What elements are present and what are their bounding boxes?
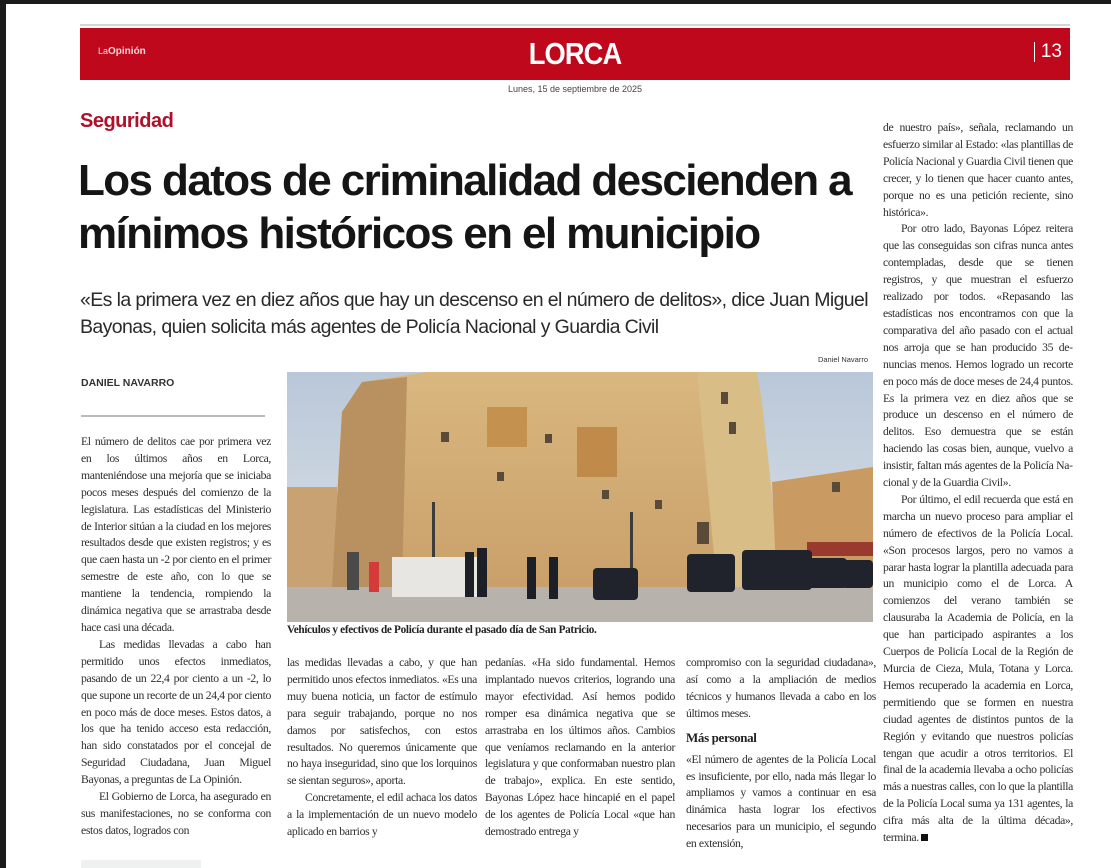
logo-prefix: La bbox=[98, 46, 109, 56]
page-number: 13 bbox=[1034, 42, 1062, 62]
left-building bbox=[287, 487, 337, 587]
publication-date: Lunes, 15 de septiembre de 2025 bbox=[507, 84, 643, 94]
subheading-mas-personal: Más personal bbox=[686, 729, 757, 745]
paragraph: Concretamente, el edil achaca los datos a la implementación de un nuevo modelo aplicado en barrios y bbox=[287, 791, 477, 839]
paragraph: compromiso con la seguridad ciudadana», así como a la ampliación de medios técnicos y humanos llevada a cabo en los últimos meses. bbox=[686, 656, 876, 720]
article-column-4 bbox=[686, 655, 876, 853]
church-buttress bbox=[487, 407, 527, 447]
red-flag bbox=[369, 562, 379, 592]
article-column-1 bbox=[81, 434, 271, 840]
logo-name: Opinión bbox=[108, 46, 146, 57]
article-photo bbox=[287, 372, 873, 622]
statue bbox=[347, 552, 359, 590]
paragraph: Las medidas llevadas a cabo han permitido unos efectos inmediatos, pasando de un 22,4 por ciento a un -2, lo que supone un recorte de un 24,4 por ciento en poco más de doce meses. Estos datos, a los que ha tenido acceso esta redacción, han sido constatados por el concejal de Seguridad Ciudadana, Juan Miguel Bayonas, a preguntas de La Opinión. bbox=[81, 637, 271, 787]
paragraph: Por otro lado, Bayonas López reitera que las conseguidas son cifras nunca antes contempladas, desde que se tienen registros, y que muestran el esfuerzo realizado por todos. «Repasando las estadísticas nos encontramos con que la comparativa del año pasado con el actual nos arroja que se han producido 35 denuncias menos. Hemos logrado un recorte en poco más de doce meses de 24,4 puntos. Es la primera vez en diez años que se produce un descenso en el número de delitos. Eso demuestra que se están haciendo las cosas bien, aunque, vuelvo a insistir, faltan más agentes de la Policía Nacional y de la Guardia Civil». bbox=[883, 222, 1073, 490]
section-banner bbox=[80, 28, 1070, 80]
article-column-5 bbox=[883, 120, 1073, 847]
article-byline: DANIEL NAVARRO bbox=[81, 377, 175, 389]
paragraph: «El número de agentes de la Policía Local es insuficiente, por ello, nada más llegar lo ampliamos y vamos a continuar en esa dinámica hasta lograr los efectivos necesarios para un municipio, el segundo en extensión, bbox=[686, 752, 876, 851]
next-article-fragment bbox=[81, 860, 201, 868]
article-headline: Los datos de criminalidad descienden a mínimos históricos en el municipio bbox=[78, 156, 851, 258]
byline-divider bbox=[81, 415, 265, 417]
article-kicker: Seguridad bbox=[80, 110, 174, 132]
top-rule bbox=[80, 24, 1070, 26]
article-column-2 bbox=[287, 655, 477, 841]
balcony-banner bbox=[807, 542, 873, 556]
photo-credit: Daniel Navarro bbox=[817, 355, 868, 364]
paragraph-text: Por último, el edil recuerda que está en marcha un nuevo proceso para ampliar el número de efectivos de la Policía Local. «Son procesos largos, pero no vamos a parar hasta lograr la plantilla adecuada para un municipio como el de Lorca. A comienzos del verano también se clausuraba la Academia de Policía, en la que han participado aspirantes a los Cuerpos de Policía Local de la Región de Murcia de Cieza, Mula, Totana y Lorca. Hemos recuperado la academia en Lorca, permitiendo que se formen en nuestra ciudad agentes de distintos puntos de la Región y evitando que nuestros policías tengan que acudir a otros territorios. El final de la academia llevaba a ocho policías más a nuestras calles, con lo que la plantilla de la Policía Local suma ya 131 agentes, la cifra más alta de la última década», termina. bbox=[883, 492, 1073, 845]
paragraph: El número de delitos cae por primera vez en los últimos años en Lorca, manteniéndose una mejoría que se iniciaba pocos meses después del comienzo de la legislatura. Las estadísticas del Ministerio de Interior sitúan a la ciudad en los mejores resultados desde que existen registros; y es que caen hasta un -2 por ciento en el primer semestre de este año, con lo que se mantiene la tendencia, rompiendo la dinámica negativa que se arrastraba desde hace casi una década. bbox=[81, 435, 271, 634]
church-photo-illustration bbox=[287, 372, 873, 622]
paragraph: de nuestro país», señala, reclamando un esfuerzo similar al Estado: «las plantillas de Policía Nacional y Guardia Civil tienen que crecer, y lo tienen que hacer cuanto antes, porque no es una petición reciente, sino histórica». bbox=[883, 121, 1073, 219]
church-buttress bbox=[577, 427, 617, 477]
newspaper-page bbox=[6, 4, 1111, 868]
article-subheadline: «Es la primera vez en diez años que hay un descenso en el número de delitos», dice Juan Miguel Bayonas, quien solicita más agentes de Policía Nacional y Guardia Civil bbox=[80, 289, 869, 338]
paragraph: pedanías. «Ha sido fundamental. Hemos implantado nuevos criterios, logrando una mayor efectividad. Así hemos podido romper esa dinámica negativa que se arrastraba en los últimos años. Cambios que veníamos reclamando en la anterior legislatura y que conformaban nuestro plan de trabajo», explica. En este sentido, Bayonas López hace hincapié en el papel de los agentes de Policía Local «que han demostrado entrega y bbox=[485, 656, 675, 839]
paragraph: El Gobierno de Lorca, ha asegurado en sus manifestaciones, no se conforma con estos datos, logrados con bbox=[81, 790, 271, 837]
paragraph-final bbox=[883, 492, 1073, 847]
paragraph: las medidas llevadas a cabo, y que han permitido unos efectos inmediatos. «Es una muy buena noticia, un factor de estímulo para seguir trabajando, porque no nos damos por satisfechos, con estos resultados. No queremos únicamente que no haya inseguridad, sino que los lorquinos se sientan seguros», aporta. bbox=[287, 656, 477, 788]
end-of-article-square-icon bbox=[921, 834, 928, 841]
section-title: LORCA bbox=[528, 36, 622, 71]
article-column-3 bbox=[485, 655, 675, 841]
plaza-ground bbox=[287, 587, 873, 622]
photo-caption: Vehículos y efectivos de Policía durante el pasado día de San Patricio. bbox=[287, 624, 597, 636]
